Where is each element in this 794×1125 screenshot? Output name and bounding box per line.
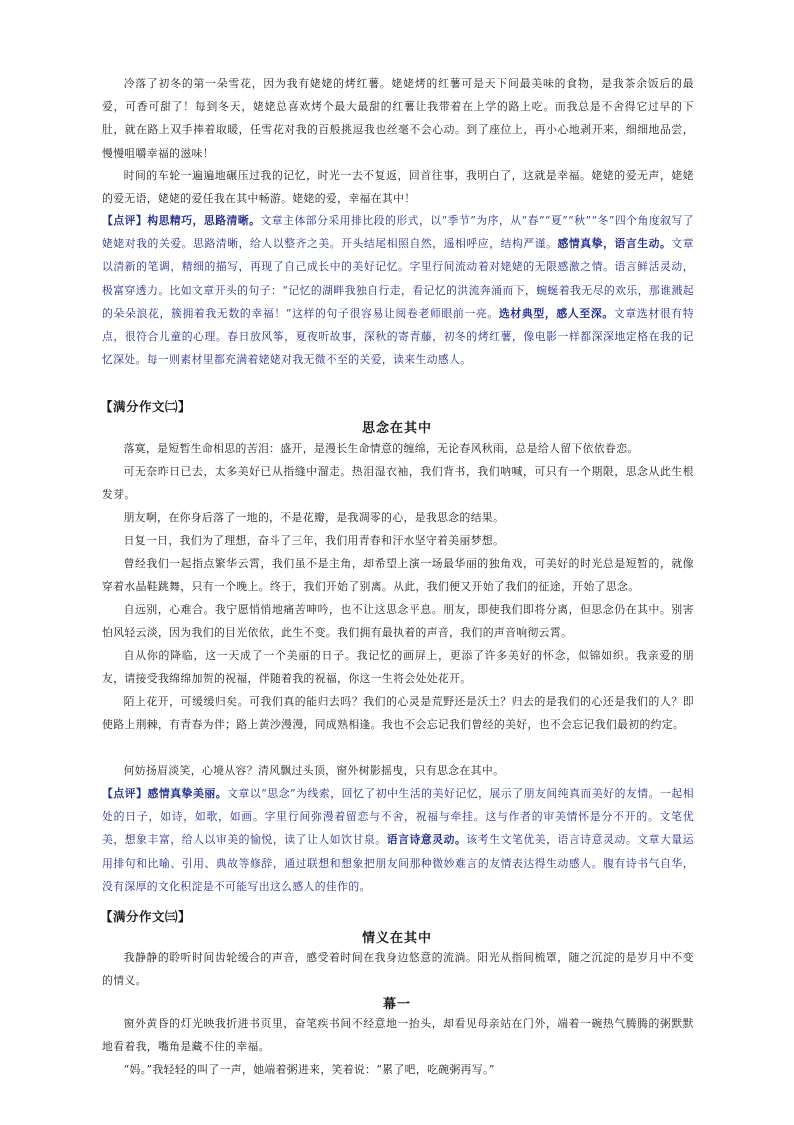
essay3-paragraph: “妈。”我轻轻的叫了一声，她端着粥进来，笑着说：“累了吧，吃碗粥再写。” bbox=[123, 1063, 495, 1076]
section-label: 【满分作文㈢】 bbox=[100, 909, 192, 924]
essay-title: 思念在其中 bbox=[361, 421, 432, 436]
review-part: 文章主体部分采用排比段的形式，以“季节”为序，从“春”“夏”“秋”“冬”四个角度叙写了姥姥对我的关爱。思路清晰，给人以整齐之美。开头结尾相照自然，遥相呼应，结构严谨。 bbox=[102, 214, 694, 251]
essay2-paragraph: 朋友啊，在你身后落了一地的，不是花瓣，是我凋零的心，是我思念的结果。 bbox=[123, 511, 505, 524]
essay2-review bbox=[102, 782, 694, 898]
essay2-paragraph: 自从你的降临，这一天成了一个美丽的日子。我记忆的画屏上，更添了许多美好的怀念，似锦如织。我亲爱的朋友，请接受我绵绵加贺的祝福，伴随着我的祝福，你这一生将会处处花开。 bbox=[102, 649, 694, 686]
essay1-paragraph: 冷落了初冬的第一朵雪花，因为我有姥姥的烤红薯。姥姥烤的红薯可是天下间最美味的食物，是我茶余饭后的最爱，可香可甜了！每到冬天，姥姥总喜欢烤个最大最甜的红薯让我带着在上学的路上吃。而我总是不舍得它过早的下肚，就在路上双手捧着取暖，任雪花对我的百般挑逗我也丝毫不会心动。到了座位上，再小心地剥开来，细细地品尝，慢慢咀嚼幸福的滋味！ bbox=[102, 77, 694, 160]
review-part: 文章选材很有特点，很符合儿童的心理。春日放风筝，夏夜听故事，深秋的寄青藤，初冬的烤红薯，像电影一样都深深地定格在我的记忆深处。每一则素材里都充满着姥姥对我无微不至的关爱，读来生动感人。 bbox=[102, 306, 694, 367]
essay1-paragraph: 时间的车轮一遍遍地碾压过我的记忆，时光一去不复返，回首往事，我明白了，这就是幸福。姥姥的爱无声，姥姥的爱无语，姥姥的爱任我在其中畅游。姥姥的爱，幸福在其中！ bbox=[102, 169, 694, 206]
review-part: 构思精巧，思路清晰。 bbox=[147, 214, 261, 227]
essay2-paragraph: 自远别，心难合。我宁愿悄悄地痛苦呻吟，也不让这思念平息。朋友，即使我们即将分离，但思念仍在其中。别害怕风轻云淡，因为我们的目光依依，此生不变。我们拥有最执着的声音，我们的声音响彻云霄。 bbox=[102, 603, 694, 640]
review-part: 文章以“思念”为线索，回忆了初中生活的美好记忆，展示了朋友间纯真而美好的友情。一起相处的日子，如诗，如歌，如画。字里行间弥漫着留恋与不舍，祝福与牵挂。这与作者的审美情怀是分不开的。文笔优美，想象丰富，给人以审美的愉悦，读了让人如饮甘泉。 bbox=[102, 787, 694, 847]
essay1-review bbox=[102, 209, 694, 371]
essay2-paragraph: 陌上花开，可缓缓归矣。可我们真的能归去吗？我们的心灵是荒野还是沃土？归去的是我们的心还是我们的人？即使路上荆棘，有青春为伴；路上黄沙漫漫，同成熟相逢。我也不会忘记我们曾经的美好，也不会忘记我们最初的约定。 bbox=[102, 695, 694, 732]
essay2-paragraph: 日复一日，我们为了理想，奋斗了三年，我们用青春和汗水坚守着美丽梦想。 bbox=[123, 534, 505, 547]
essay-title: 情义在其中 bbox=[361, 931, 432, 946]
scene-heading: 幕一 bbox=[382, 997, 411, 1012]
review-label: 【点评】 bbox=[102, 214, 148, 227]
review-part: 感情真挚美丽。 bbox=[147, 787, 228, 800]
essay3-paragraph: 窗外黄昏的灯光映我折进书页里，奋笔疾书间不经意地一抬头，却看见母亲站在门外，端着一碗热气腾腾的粥默默地看着我，嘴角是藏不住的幸福。 bbox=[102, 1017, 694, 1054]
essay2-paragraph: 可无奈昨日已去，太多美好已从指缝中溜走。热泪湿衣袖，我们背书，我们呐喊，可只有一个期限，思念从此生根发芽。 bbox=[102, 465, 694, 502]
review-label: 【点评】 bbox=[102, 787, 148, 800]
section-label: 【满分作文㈡】 bbox=[100, 399, 192, 414]
essay3-paragraph: 我静静的聆听时间齿轮缓合的声音，感受着时间在我身边悠意的流淌。阳光从指间梳罩，随之沉淀的是岁月中不变的情义。 bbox=[102, 951, 694, 988]
essay2-paragraph: 何妨扬眉淡笑，心境从容？清风飘过头顶，窗外树影摇曳，只有思念在其中。 bbox=[123, 764, 505, 777]
review-part: 选材典型，感人至深。 bbox=[498, 306, 614, 320]
review-part: 该考生文笔优美，语言诗意灵动。文章大量运用排句和比喻、引用、典故等修辞，通过联想和想象把朋友间那种微妙难言的友情表达得生动感人。腹有诗书气自华，没有深厚的文化积淀是不可能写出这么感人的佳作的。 bbox=[102, 833, 694, 893]
review-part: 文章以清新的笔调，精细的描写，再现了自己成长中的美好记忆。字里行间流动着对姥姥的无限感激之情。语言鲜活灵动，极富穿透力。比如文章开头的句子：“记忆的湖畔我独自行走，看记忆的洪流奔涌而下，蜿蜒着我无尽的欢乐，那谁溅起的朵朵浪花，簇拥着我无数的幸福！”这样的句子很容易让阅卷老师眼前一亮。 bbox=[102, 237, 695, 320]
review-part: 语言诗意灵动。 bbox=[386, 833, 467, 847]
essay2-paragraph: 曾经我们一起指点繁华云霄，我们虽不是主角，却希望上演一场最华丽的独角戏，可美好的时光总是短暂的，就像穿着水晶鞋跳舞，只有一个晚上。终于，我们开始了别离。从此，我们便又开始了我们的征途，开始了思念。 bbox=[102, 557, 694, 594]
essay2-paragraph: 落寞，是短暂生命相思的苦泪：盛开，是漫长生命情意的缠绵，无论春风秋雨，总是给人留下依依眷恋。 bbox=[123, 442, 639, 455]
review-part: 感情真挚，语言生动。 bbox=[557, 237, 672, 251]
